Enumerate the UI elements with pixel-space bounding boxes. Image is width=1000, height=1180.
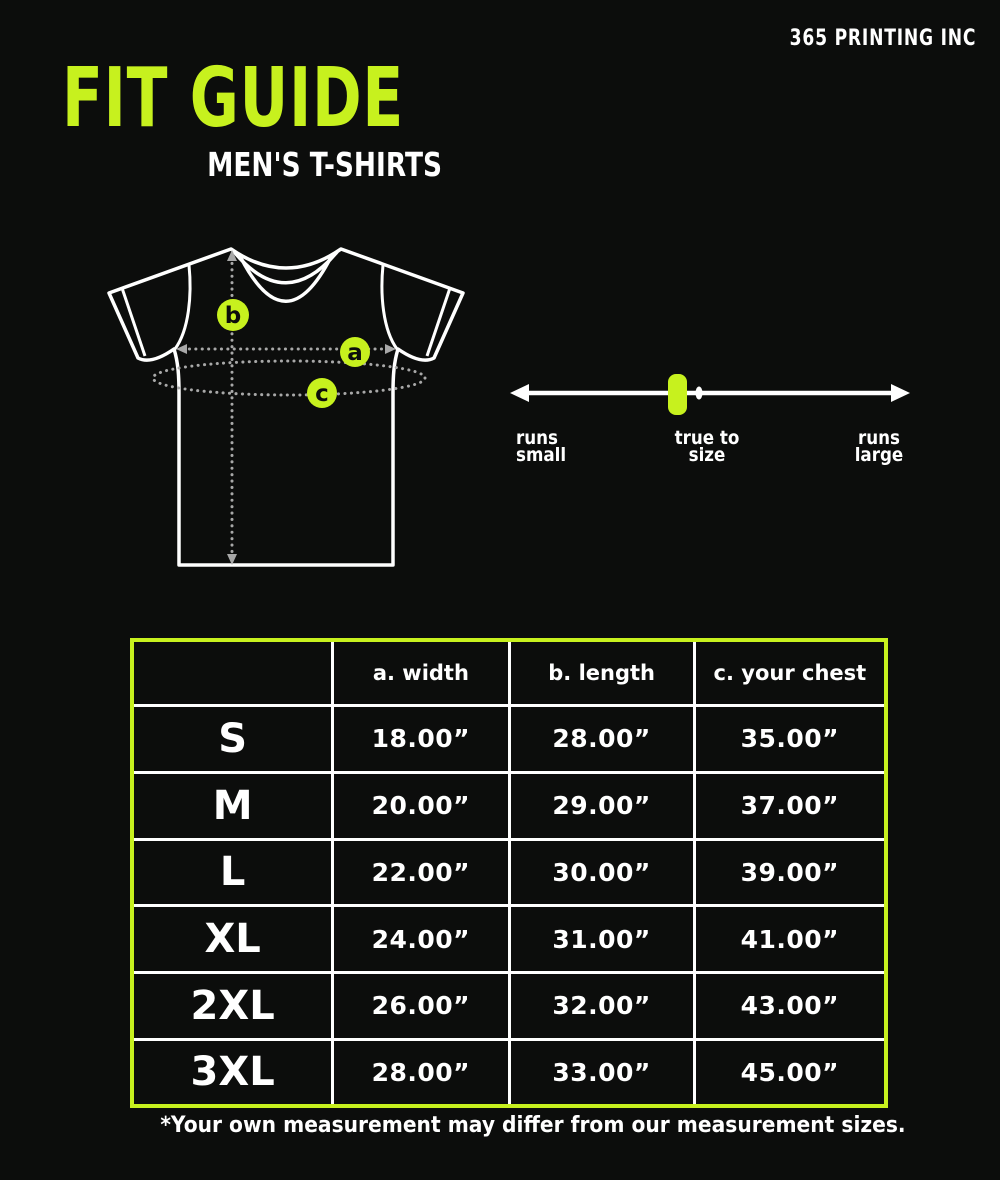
fit-scale-arrow-right-icon (891, 384, 910, 402)
tshirt-outline (109, 249, 463, 565)
fit-scale (505, 368, 915, 426)
width-value: 20.00” (333, 772, 509, 839)
fit-scale-label-runs-large (814, 427, 944, 466)
fit-scale-indicator (668, 374, 687, 415)
chest-value: 45.00” (694, 1039, 884, 1104)
size-table-header-width: a. width (333, 642, 509, 706)
table-row-s (134, 706, 884, 773)
chest-value: 43.00” (694, 973, 884, 1040)
runs-large-line1: runs (857, 427, 900, 449)
length-value: 32.00” (509, 973, 694, 1040)
table-row-m (134, 772, 884, 839)
left-armhole-seam (175, 265, 190, 349)
size-label: M (134, 772, 333, 839)
size-table-header-row (134, 642, 884, 706)
size-table (130, 638, 888, 1108)
chest-value: 41.00” (694, 906, 884, 973)
table-row-l (134, 839, 884, 906)
size-table-header-chest: c. your chest (694, 642, 884, 706)
width-value: 22.00” (333, 839, 509, 906)
true-to-size-line2: size (688, 444, 726, 466)
title-block (62, 51, 442, 184)
width-value: 24.00” (333, 906, 509, 973)
fit-scale-label-runs-small (516, 427, 573, 466)
fit-scale-dot (696, 387, 703, 400)
chest-measure-ellipse (153, 361, 425, 395)
size-label: XL (134, 906, 333, 973)
chest-marker-letter: c (315, 381, 329, 407)
size-label: S (134, 706, 333, 773)
width-value: 18.00” (333, 706, 509, 773)
tshirt-diagram (95, 225, 475, 580)
length-value: 29.00” (509, 772, 694, 839)
page-title: FIT GUIDE (62, 51, 405, 146)
length-value: 30.00” (509, 839, 694, 906)
length-value: 28.00” (509, 706, 694, 773)
table-row-2xl (134, 973, 884, 1040)
table-row-xl (134, 906, 884, 973)
runs-small-line2: small (516, 444, 567, 466)
fit-scale-label-true-to-size (642, 427, 772, 466)
runs-small-line1: runs (516, 427, 559, 449)
width-marker-letter: a (347, 340, 363, 366)
chest-value: 37.00” (694, 772, 884, 839)
size-label: 3XL (134, 1039, 333, 1104)
size-label: L (134, 839, 333, 906)
fit-scale-arrow-left-icon (510, 384, 529, 402)
length-value: 31.00” (509, 906, 694, 973)
right-armhole-seam (382, 265, 397, 349)
brand-name: 365 PRINTING INC (789, 26, 976, 51)
chest-value: 39.00” (694, 839, 884, 906)
table-row-3xl (134, 1039, 884, 1104)
chest-value: 35.00” (694, 706, 884, 773)
length-marker-letter: b (224, 303, 242, 329)
length-value: 33.00” (509, 1039, 694, 1104)
runs-large-line2: large (854, 444, 904, 466)
true-to-size-line1: true to (674, 427, 740, 449)
size-table-header-length: b. length (509, 642, 694, 706)
width-value: 26.00” (333, 973, 509, 1040)
page-subtitle: MEN'S T-SHIRTS (207, 145, 442, 184)
measurement-disclaimer: *Your own measurement may differ from our measurement sizes. (160, 1113, 906, 1138)
width-value: 28.00” (333, 1039, 509, 1104)
size-table-corner-cell (134, 642, 333, 706)
size-label: 2XL (134, 973, 333, 1040)
